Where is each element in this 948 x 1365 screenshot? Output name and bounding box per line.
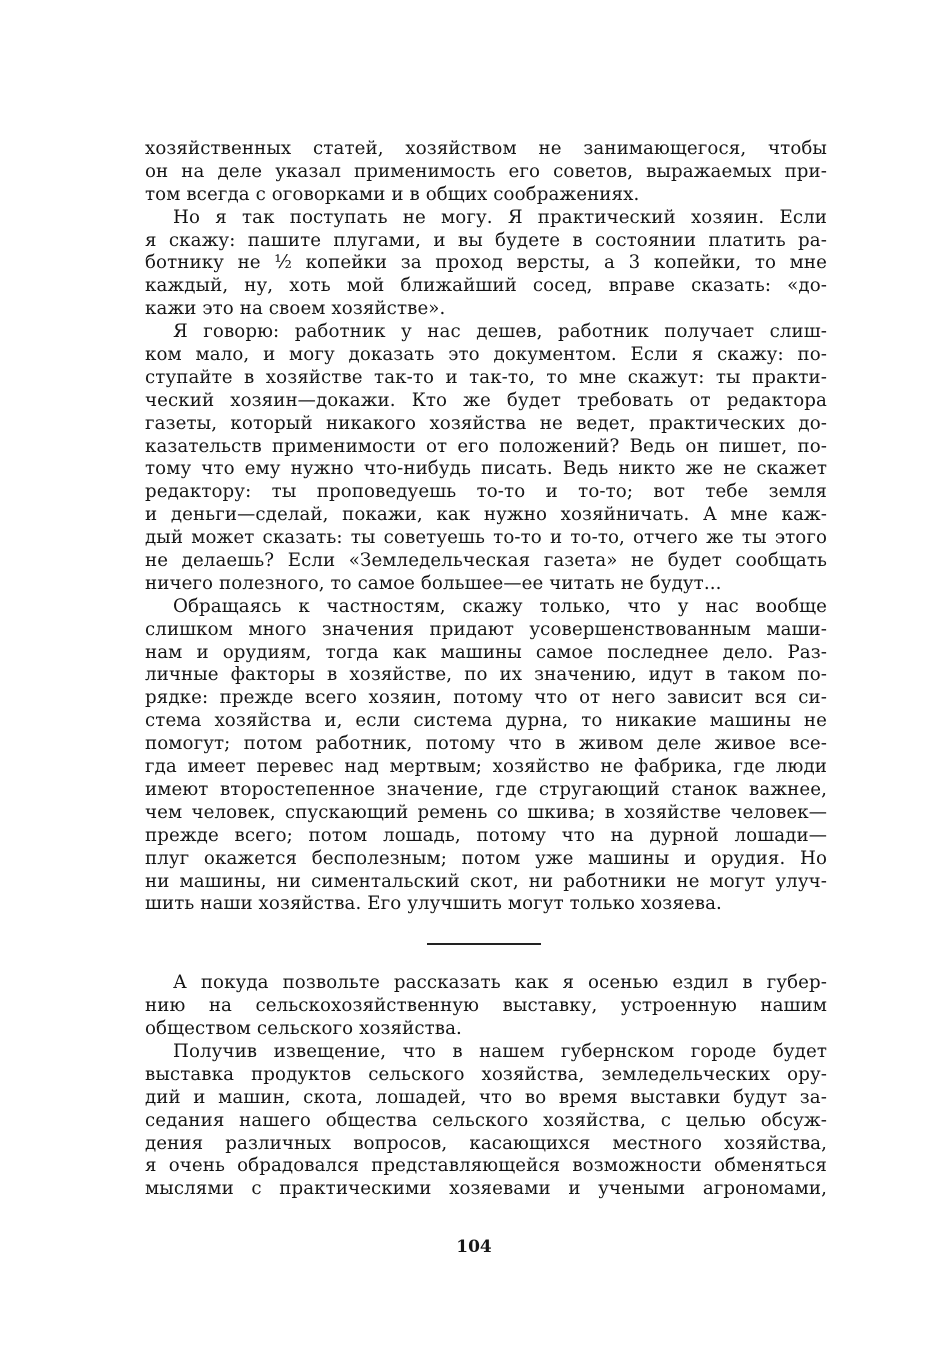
paragraph-6 (145, 1041, 827, 1201)
text-line: гда имеет перевес над мертвым; хозяйство не фабрика, где люди (145, 756, 827, 778)
text-line: не делаешь? Если «Земледельческая газета» не будет сообщать (145, 550, 827, 572)
text-line: редактору: ты проповедуешь то-то и то-то; вот тебе земля (145, 481, 827, 503)
text-line: газеты, который никакого хозяйства не ведет, практических до- (145, 412, 827, 434)
text-line: рядке: прежде всего хозяин, потому что от него зависит вся си- (145, 687, 827, 709)
text-line: ком мало, и могу доказать это документом. Если я скажу: по- (145, 344, 827, 366)
text-line: нам и орудиям, тогда как машины самое последнее дело. Раз- (145, 641, 827, 663)
text-line: кажи это на своем хозяйстве». (145, 298, 446, 320)
text-line: А покуда позвольте рассказать как я осенью ездил в губер- (173, 972, 827, 994)
text-line: хозяйственных статей, хозяйством не занимающегося, чтобы (145, 138, 827, 159)
text-line: обществом сельского хозяйства. (145, 1018, 462, 1040)
text-line: ступайте в хозяйстве так-то и так-то, то мне скажут: ты практи- (145, 366, 827, 388)
text-line: дый может сказать: ты советуешь то-то и то-то, отчего же ты этого (145, 527, 827, 549)
text-line: он на деле указал применимость его советов, выражаемых при- (145, 160, 827, 182)
paragraph-2 (145, 207, 827, 321)
text-line: Получив извещение, что в нашем губернском городе будет (173, 1040, 827, 1062)
text-line: дения различных вопросов, касающихся местного хозяйства, (145, 1132, 827, 1154)
text-line: казательств применимости от его положений? Ведь он пишет, по- (145, 435, 827, 457)
text-line: слишком много значения придают усовершенствованным маши- (145, 618, 827, 640)
text-line: седания нашего общества сельского хозяйства, с целью обсуж- (145, 1109, 827, 1131)
text-line: каждый, ну, хоть мой ближайший сосед, вправе сказать: «до- (145, 275, 827, 297)
text-line: Обращаясь к частностям, скажу только, что у нас вообще (173, 595, 827, 617)
text-line: Я говорю: работник у нас дешев, работник получает слиш- (173, 321, 827, 343)
text-line: помогут; потом работник, потому что в живом деле живое все- (145, 733, 827, 755)
text-line: тому что ему нужно что-нибудь писать. Ведь никто же не скажет (145, 458, 827, 480)
paragraph-4 (145, 596, 827, 916)
text-line: плуг окажется бесполезным; потом уже машины и орудия. Но (145, 847, 827, 869)
text-line: чем человек, спускающий ремень со шкива; в хозяйстве человек— (145, 801, 827, 823)
text-line: ни машины, ни симентальский скот, ни работники не могут улуч- (145, 870, 827, 892)
text-line: ческий хозяин—докажи. Кто же будет требовать от редактора (145, 389, 827, 411)
page-body (145, 138, 827, 1201)
paragraph-5 (145, 972, 827, 1041)
text-line: личные факторы в хозяйстве, по их значению, идут в таком по- (145, 664, 827, 686)
text-line: ботнику не ½ копейки за проход версты, а 3 копейки, то мне (145, 252, 827, 274)
text-line: том всегда с оговорками и в общих соображениях. (145, 183, 640, 205)
paragraph-1 (145, 138, 827, 207)
text-line: и деньги—сделай, покажи, как нужно хозяйничать. А мне каж- (145, 504, 827, 526)
text-line: нию на сельскохозяйственную выставку, устроенную нашим (145, 995, 827, 1017)
divider-rule (427, 943, 541, 945)
text-line: стема хозяйства и, если система дурна, то никакие машины не (145, 710, 827, 732)
text-line: выставка продуктов сельского хозяйства, земледельческих ору- (145, 1063, 827, 1085)
text-line: имеют второстепенное значение, где стругающий станок важнее, (145, 778, 827, 800)
text-line: мыслями с практическими хозяевами и учеными агрономами, (145, 1178, 827, 1200)
text-line: Но я так поступать не могу. Я практический хозяин. Если (173, 206, 827, 228)
text-line: шить наши хозяйства. Его улучшить могут только хозяева. (145, 893, 722, 915)
page-number: 104 (456, 1237, 492, 1257)
text-line: прежде всего; потом лошадь, потому что на дурной лошади— (145, 824, 827, 846)
text-line: я очень обрадовался представляющейся возможности обменяться (145, 1155, 827, 1177)
text-line: дий и машин, скота, лошадей, что во время выставки будут за- (145, 1086, 827, 1108)
section-divider (145, 916, 827, 972)
paragraph-3 (145, 321, 827, 596)
text-line: я скажу: пашите плугами, и вы будете в состоянии платить ра- (145, 229, 827, 251)
text-line: ничего полезного, то самое большее—ее читать не будут... (145, 572, 722, 594)
